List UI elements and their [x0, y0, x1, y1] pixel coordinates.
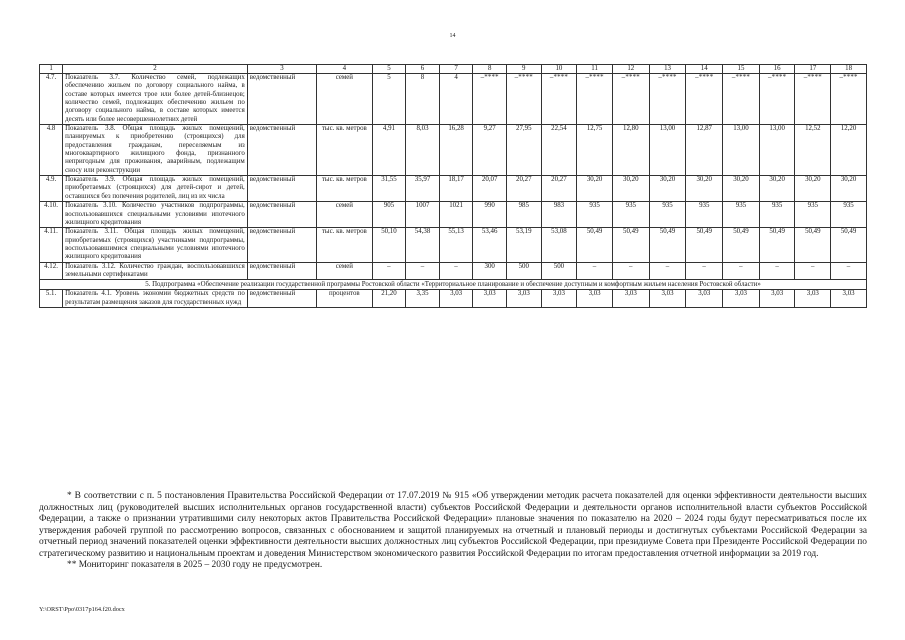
indicator-name-cell: Показатель 3.8. Общая площадь жилых помещений, планируемых к приобретению (строящихся) для предоставления гражданам, переселяемым из многоквартирного жилищного фонда, признанного непригодным для проживания, аварийным, подлежащим сносу или реконструкции: [63, 125, 248, 176]
value-cell: 500: [541, 262, 577, 280]
value-cell: 935: [759, 202, 795, 228]
value-cell: 3,03: [541, 290, 577, 308]
indicator-name-cell: Показатель 3.10. Количество участников подпрограммы, воспользовавшихся специальными условиями ипотечного жилищного кредитования: [63, 202, 248, 228]
value-cell: 8: [406, 74, 440, 125]
data-source-cell: ведомственный: [247, 228, 316, 262]
value-cell: 16,28: [439, 125, 473, 176]
row-number-cell: 4.7.: [40, 74, 63, 125]
value-cell: –****: [649, 74, 686, 125]
value-cell: 935: [831, 202, 867, 228]
value-cell: –: [439, 262, 473, 280]
value-cell: 12,20: [831, 125, 867, 176]
value-cell: 50,49: [759, 228, 795, 262]
table-row: [40, 176, 867, 202]
value-cell: 3,03: [723, 290, 760, 308]
value-cell: 50,49: [831, 228, 867, 262]
value-cell: 12,75: [577, 125, 613, 176]
value-cell: –****: [541, 74, 577, 125]
value-cell: 1007: [406, 202, 440, 228]
column-number-cell: 9: [506, 65, 541, 74]
value-cell: –: [723, 262, 760, 280]
value-cell: 50,10: [372, 228, 406, 262]
column-number-cell: 12: [612, 65, 649, 74]
value-cell: 3,35: [406, 290, 440, 308]
value-cell: 5: [372, 74, 406, 125]
value-cell: 500: [506, 262, 541, 280]
value-cell: 4: [439, 74, 473, 125]
column-number-cell: 13: [649, 65, 686, 74]
value-cell: –****: [686, 74, 723, 125]
value-cell: 12,52: [795, 125, 831, 176]
value-cell: –: [612, 262, 649, 280]
value-cell: 3,03: [506, 290, 541, 308]
value-cell: 935: [612, 202, 649, 228]
value-cell: –****: [612, 74, 649, 125]
column-number-cell: 6: [406, 65, 440, 74]
value-cell: 35,97: [406, 176, 440, 202]
value-cell: 53,19: [506, 228, 541, 262]
unit-cell: семей: [317, 202, 373, 228]
footnote-1: * В соответствии с п. 5 постановления Правительства Российской Федерации от 17.07.2019 № 915 «Об утверждении методик расчета показателей для оценки эффективности деятельности высших должностных лиц (руководителей высших исполнительных органов государственной власти) субъектов Российской Федерации и деятельности органов исполнительной власти субъектов Российской Федерации, а также о признании утратившими силу некоторых актов Правительства Российской Федерации» плановые значения по показателю на 2020 – 2024 годы будут пересматриваться после их утверждения рабочей группой по рассмотрению вопросов, связанных с обоснованием и защитой планируемых на отчетный и плановый периоды и достигнутых субъектами Российской Федерации за отчетный период значений показателей оценки эффективности деятельности высших должностных лиц субъектов Российской Федерации, при президиуме Совета при Президенте Российской Федерации по стратегическому развитию и национальным проектам и доведения Министерством экономического развития Российской Федерации по итогам предоставления отчетной информации за 2019 год.: [39, 491, 867, 559]
data-source-cell: ведомственный: [247, 176, 316, 202]
indicator-name-cell: Показатель 3.9. Общая площадь жилых помещений, приобретаемых (строящихся) для детей-сирот и детей, оставшихся без попечения родителей, лиц из их числа: [63, 176, 248, 202]
value-cell: 53,46: [473, 228, 507, 262]
column-number-cell: 8: [473, 65, 507, 74]
data-source-cell: ведомственный: [247, 290, 316, 308]
value-cell: 3,03: [577, 290, 613, 308]
value-cell: 4,91: [372, 125, 406, 176]
value-cell: 1021: [439, 202, 473, 228]
value-cell: 13,00: [649, 125, 686, 176]
indicator-name-cell: Показатель 3.12. Количество граждан, воспользовавшихся земельными сертификатами: [63, 262, 248, 280]
value-cell: –: [686, 262, 723, 280]
indicator-name-cell: Показатель 3.7. Количество семей, подлежащих обеспечению жильем по договору социального найма, в составе которых имеется трое или более детей-близнецов; количество семей, подлежащих обеспечению жильем по договору социального найма, в составе которых имеется десять или более несовершеннолетних детей: [63, 74, 248, 125]
table-row: [40, 262, 867, 280]
value-cell: 30,20: [723, 176, 760, 202]
value-cell: –: [577, 262, 613, 280]
value-cell: 22,54: [541, 125, 577, 176]
column-number-cell: 16: [759, 65, 795, 74]
value-cell: 983: [541, 202, 577, 228]
value-cell: 12,87: [686, 125, 723, 176]
value-cell: –: [831, 262, 867, 280]
value-cell: 18,17: [439, 176, 473, 202]
document-path: Y:\ORST\Ppo\0317p164.f20.docx: [39, 606, 125, 613]
data-source-cell: ведомственный: [247, 74, 316, 125]
value-cell: 55,13: [439, 228, 473, 262]
unit-cell: процентов: [317, 290, 373, 308]
row-number-cell: 4.12.: [40, 262, 63, 280]
table-row: [40, 74, 867, 125]
value-cell: 30,20: [795, 176, 831, 202]
value-cell: 935: [795, 202, 831, 228]
value-cell: 3,03: [612, 290, 649, 308]
indicator-name-cell: Показатель 4.1. Уровень экономии бюджетных средств по результатам размещения заказов для государственных нужд: [63, 290, 248, 308]
column-number-cell: 2: [63, 65, 248, 74]
value-cell: 54,38: [406, 228, 440, 262]
value-cell: –****: [473, 74, 507, 125]
value-cell: –****: [831, 74, 867, 125]
page-number: 14: [449, 33, 456, 39]
data-source-cell: ведомственный: [247, 202, 316, 228]
value-cell: 21,20: [372, 290, 406, 308]
value-cell: 905: [372, 202, 406, 228]
value-cell: 935: [723, 202, 760, 228]
value-cell: –****: [795, 74, 831, 125]
unit-cell: семей: [317, 262, 373, 280]
column-number-cell: 11: [577, 65, 613, 74]
value-cell: 935: [577, 202, 613, 228]
value-cell: 50,49: [686, 228, 723, 262]
value-cell: 3,03: [759, 290, 795, 308]
value-cell: 30,20: [831, 176, 867, 202]
value-cell: –****: [577, 74, 613, 125]
value-cell: –: [759, 262, 795, 280]
value-cell: 3,03: [649, 290, 686, 308]
value-cell: 30,20: [759, 176, 795, 202]
value-cell: 990: [473, 202, 507, 228]
column-number-cell: 3: [247, 65, 316, 74]
row-number-cell: 4.8: [40, 125, 63, 176]
column-number-cell: 10: [541, 65, 577, 74]
indicator-name-cell: Показатель 3.11. Общая площадь жилых помещений, приобретаемых (строящихся) участниками подпрограммы, воспользовавшимися специальными условиями ипотечного жилищного кредитования: [63, 228, 248, 262]
subprogram-row: [40, 280, 867, 290]
column-number-cell: 7: [439, 65, 473, 74]
value-cell: 50,49: [649, 228, 686, 262]
column-number-cell: 1: [40, 65, 63, 74]
row-number-cell: 4.11.: [40, 228, 63, 262]
value-cell: 30,20: [612, 176, 649, 202]
unit-cell: семей: [317, 74, 373, 125]
value-cell: 8,03: [406, 125, 440, 176]
value-cell: 50,49: [795, 228, 831, 262]
value-cell: 300: [473, 262, 507, 280]
value-cell: 31,55: [372, 176, 406, 202]
value-cell: 3,03: [831, 290, 867, 308]
footnotes: [39, 491, 867, 572]
column-number-cell: 15: [723, 65, 760, 74]
value-cell: 13,00: [759, 125, 795, 176]
value-cell: –: [795, 262, 831, 280]
value-cell: 3,03: [439, 290, 473, 308]
table-row: [40, 202, 867, 228]
value-cell: 3,03: [686, 290, 723, 308]
subprogram-title: 5. Подпрограмма «Обеспечение реализации государственной программы Ростовской области «Территориальное планирование и обеспечение доступным и комфортным жильем населения Ростовской области»: [40, 280, 867, 290]
column-number-cell: 4: [317, 65, 373, 74]
value-cell: 30,20: [686, 176, 723, 202]
value-cell: 12,80: [612, 125, 649, 176]
unit-cell: тыс. кв. метров: [317, 176, 373, 202]
value-cell: 20,27: [541, 176, 577, 202]
value-cell: 50,49: [723, 228, 760, 262]
unit-cell: тыс. кв. метров: [317, 125, 373, 176]
value-cell: –: [372, 262, 406, 280]
value-cell: 9,27: [473, 125, 507, 176]
value-cell: –****: [723, 74, 760, 125]
column-number-cell: 17: [795, 65, 831, 74]
value-cell: –: [406, 262, 440, 280]
value-cell: –****: [506, 74, 541, 125]
value-cell: 53,08: [541, 228, 577, 262]
footnote-2: ** Мониторинг показателя в 2025 – 2030 году не предусмотрен.: [67, 560, 323, 570]
indicators-table: [39, 64, 867, 308]
value-cell: 3,03: [795, 290, 831, 308]
column-number-row: [40, 65, 867, 74]
value-cell: 30,20: [649, 176, 686, 202]
table-row: [40, 125, 867, 176]
value-cell: 50,49: [577, 228, 613, 262]
data-source-cell: ведомственный: [247, 262, 316, 280]
row-number-cell: 5.1.: [40, 290, 63, 308]
value-cell: 3,03: [473, 290, 507, 308]
data-source-cell: ведомственный: [247, 125, 316, 176]
value-cell: 935: [686, 202, 723, 228]
row-number-cell: 4.9.: [40, 176, 63, 202]
value-cell: 935: [649, 202, 686, 228]
value-cell: 30,20: [577, 176, 613, 202]
table-row: [40, 290, 867, 308]
row-number-cell: 4.10.: [40, 202, 63, 228]
value-cell: –: [649, 262, 686, 280]
table-row: [40, 228, 867, 262]
column-number-cell: 14: [686, 65, 723, 74]
value-cell: 20,27: [506, 176, 541, 202]
value-cell: 985: [506, 202, 541, 228]
column-number-cell: 18: [831, 65, 867, 74]
value-cell: 13,00: [723, 125, 760, 176]
column-number-cell: 5: [372, 65, 406, 74]
value-cell: 20,07: [473, 176, 507, 202]
value-cell: –****: [759, 74, 795, 125]
unit-cell: тыс. кв. метров: [317, 228, 373, 262]
value-cell: 27,95: [506, 125, 541, 176]
value-cell: 50,49: [612, 228, 649, 262]
